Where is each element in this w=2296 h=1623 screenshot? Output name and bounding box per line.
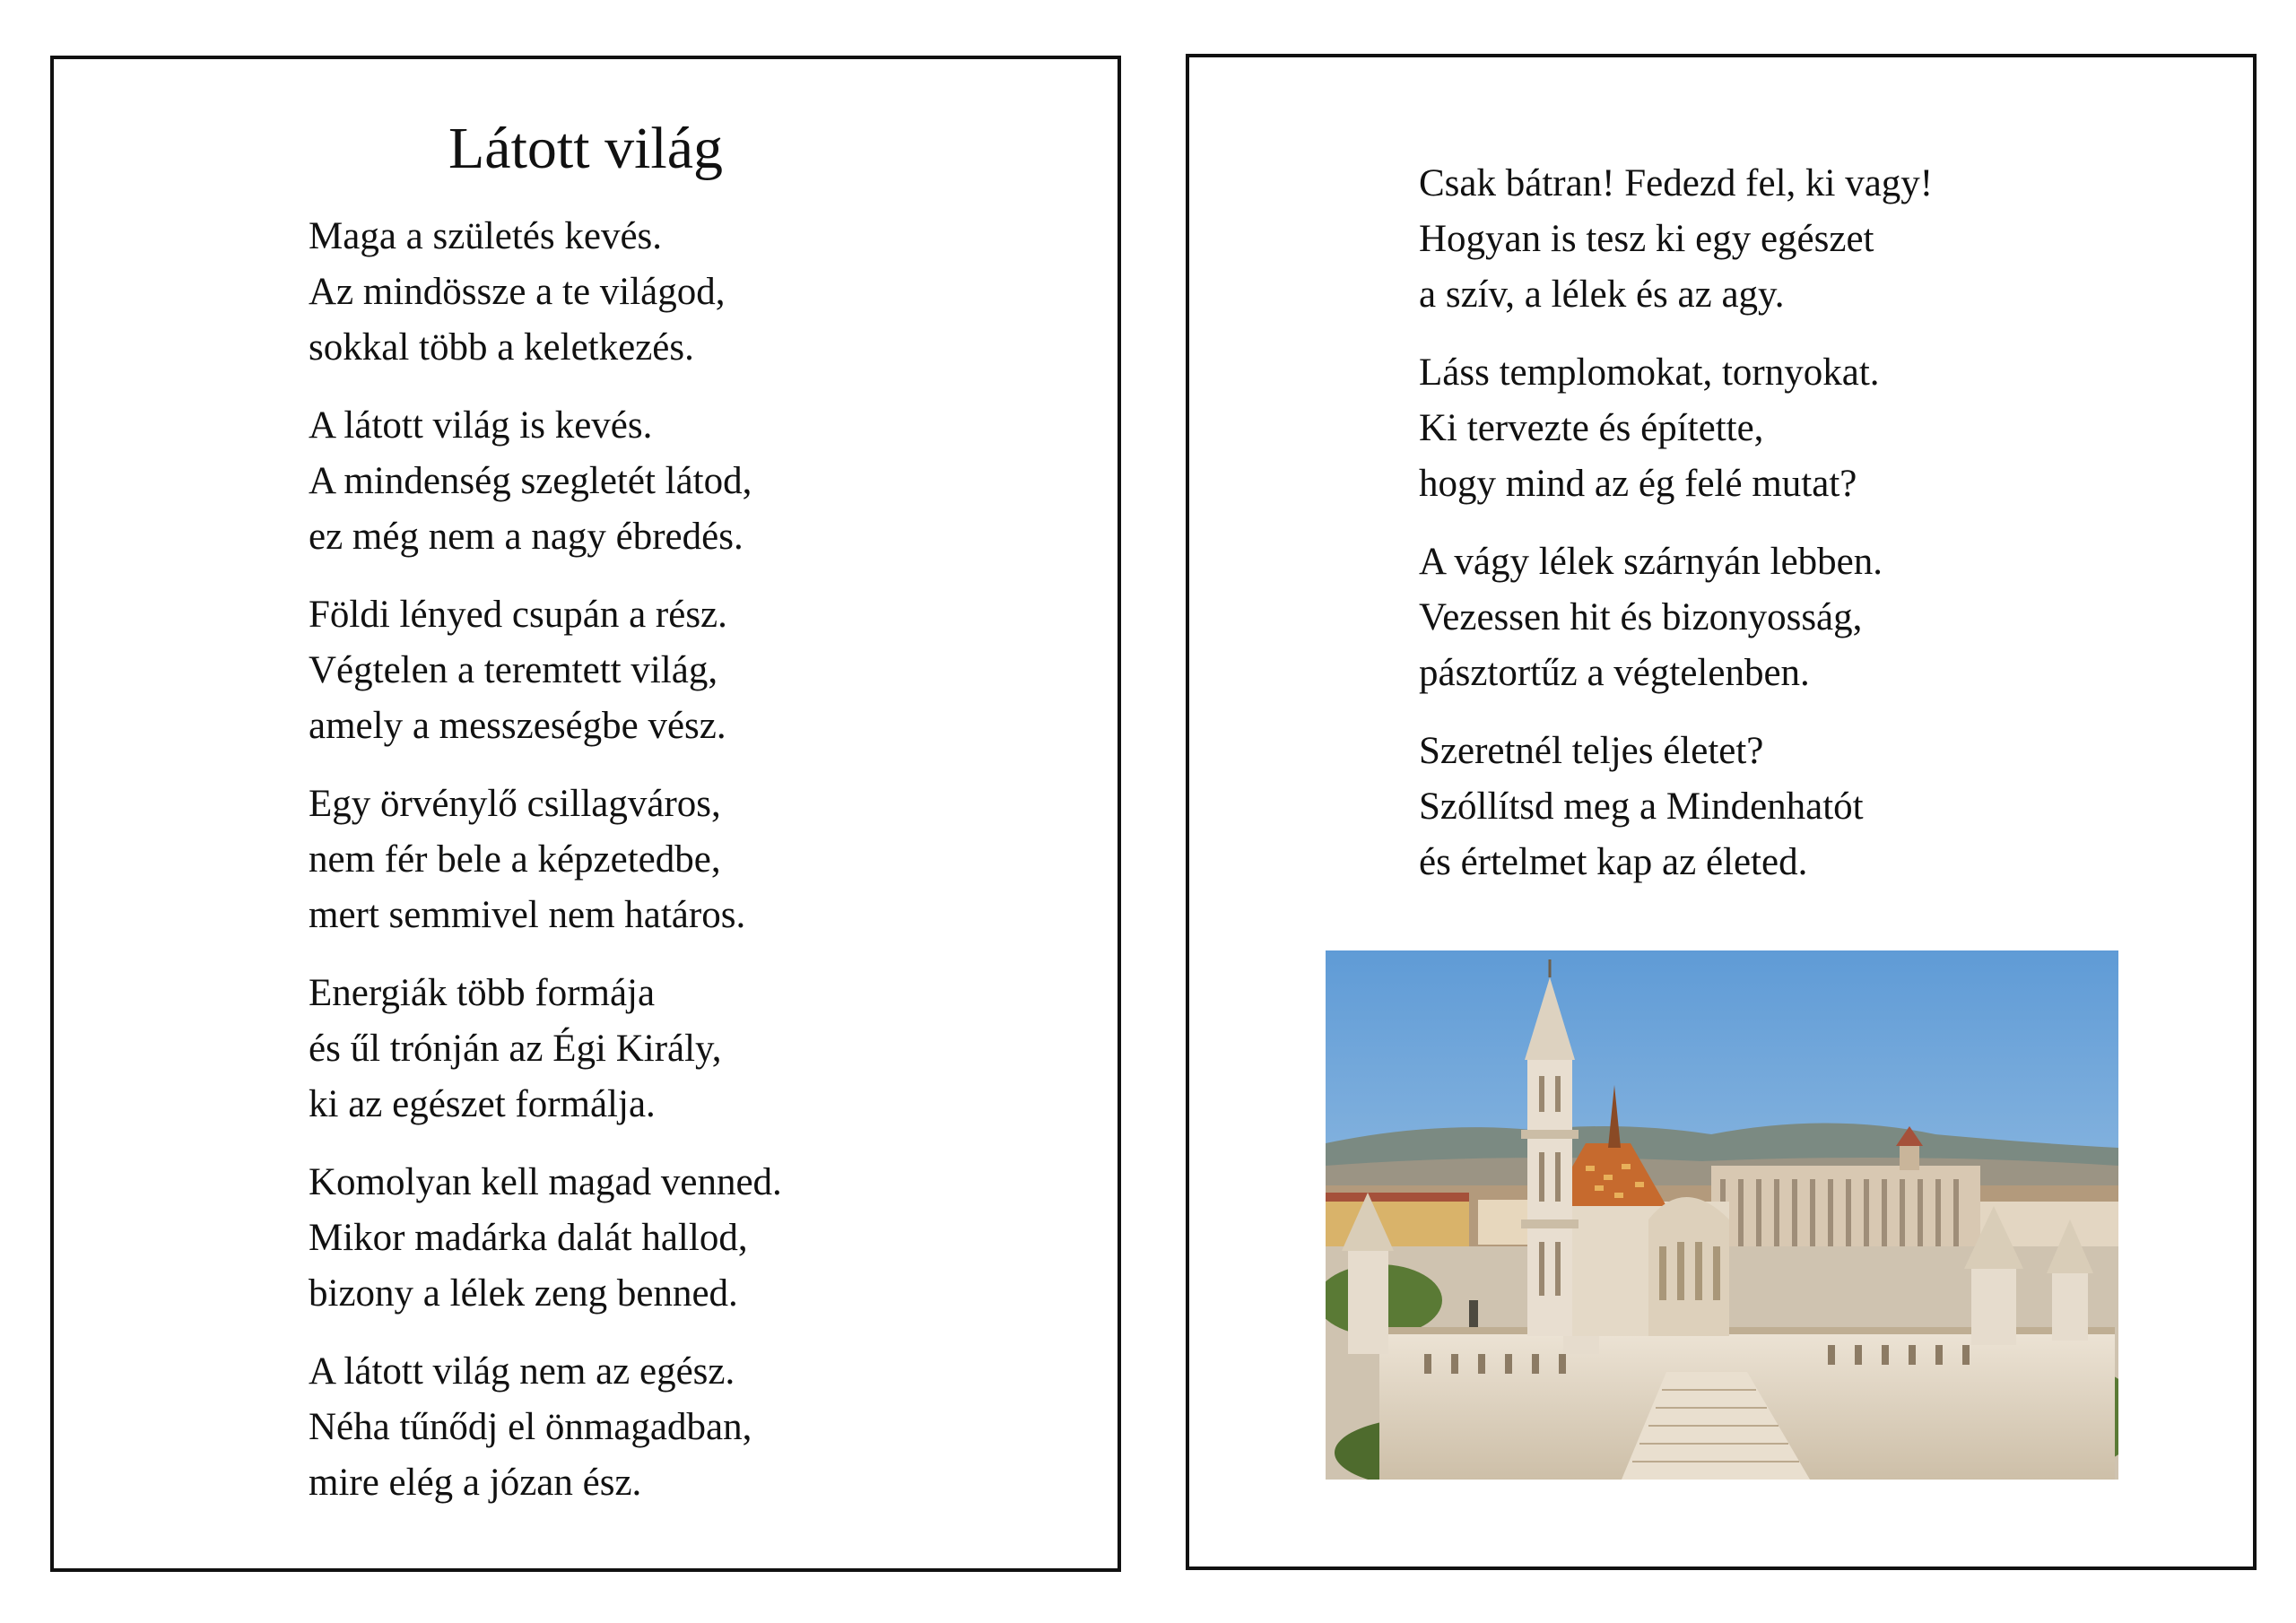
poem-title: Látott világ: [448, 116, 724, 181]
poem-line: Néha tűnődj el önmagadban,: [309, 1406, 752, 1448]
left-page: [50, 56, 1121, 1572]
poem-left-column: [309, 209, 782, 1533]
stanza: [309, 398, 782, 565]
poem-line: Maga a születés kevés.: [309, 215, 663, 257]
poem-line: Egy örvénylő csillagváros,: [309, 783, 721, 825]
poem-line: Hogyan is tesz ki egy egészet: [1419, 218, 1874, 260]
poem-line: bizony a lélek zeng benned.: [309, 1272, 738, 1315]
right-page: [1186, 54, 2257, 1570]
poem-line: hogy mind az ég felé mutat?: [1419, 463, 1857, 505]
poem-line: Vezessen hit és bizonyosság,: [1419, 596, 1863, 638]
poem-line: ez még nem a nagy ébredés.: [309, 516, 744, 558]
poem-line: mire elég a józan ész.: [309, 1462, 642, 1504]
poem-line: a szív, a lélek és az agy.: [1419, 273, 1785, 316]
stanza: [1419, 534, 1933, 701]
stanza: [1419, 345, 1933, 512]
stanza: [309, 966, 782, 1133]
poem-line: Láss templomokat, tornyokat.: [1419, 352, 1880, 394]
poem-line: A vágy lélek szárnyán lebben.: [1419, 541, 1883, 583]
poem-line: amely a messzeségbe vész.: [309, 705, 726, 747]
poem-line: Mikor madárka dalát hallod,: [309, 1217, 748, 1259]
poem-line: nem fér bele a képzetedbe,: [309, 838, 721, 881]
poem-line: mert semmivel nem határos.: [309, 894, 746, 936]
poem-line: Földi lényed csupán a rész.: [309, 594, 727, 636]
poem-line: és űl trónján az Égi Király,: [309, 1028, 722, 1070]
poem-line: Végtelen a teremtett világ,: [309, 649, 718, 691]
poem-line: A látott világ is kevés.: [309, 404, 653, 447]
poem-line: Csak bátran! Fedezd fel, ki vagy!: [1419, 162, 1934, 204]
stanza: [309, 1155, 782, 1322]
church-and-bastion-photo: [1326, 950, 2118, 1480]
poem-line: ki az egészet formálja.: [309, 1083, 656, 1125]
poem-line: Komolyan kell magad venned.: [309, 1161, 782, 1203]
poem-line: pásztortűz a végtelenben.: [1419, 652, 1810, 694]
stanza: [1419, 156, 1933, 323]
poem-line: Energiák több formája: [309, 972, 656, 1014]
poem-line: Szóllítsd meg a Mindenhatót: [1419, 785, 1864, 828]
poem-line: és értelmet kap az életed.: [1419, 841, 1808, 883]
poem-right-column: [1419, 156, 1933, 913]
stanza: [309, 1344, 782, 1511]
poem-line: Szeretnél teljes életet?: [1419, 730, 1764, 772]
stanza: [309, 777, 782, 943]
poem-line: A látott világ nem az egész.: [309, 1350, 735, 1393]
poem-line: A mindenség szegletét látod,: [309, 460, 752, 502]
poem-line: sokkal több a keletkezés.: [309, 326, 694, 369]
stanza: [309, 209, 782, 376]
stanza: [309, 587, 782, 754]
poem-line: Ki tervezte és építette,: [1419, 407, 1764, 449]
stanza: [1419, 724, 1933, 890]
poem-line: Az mindössze a te világod,: [309, 271, 726, 313]
